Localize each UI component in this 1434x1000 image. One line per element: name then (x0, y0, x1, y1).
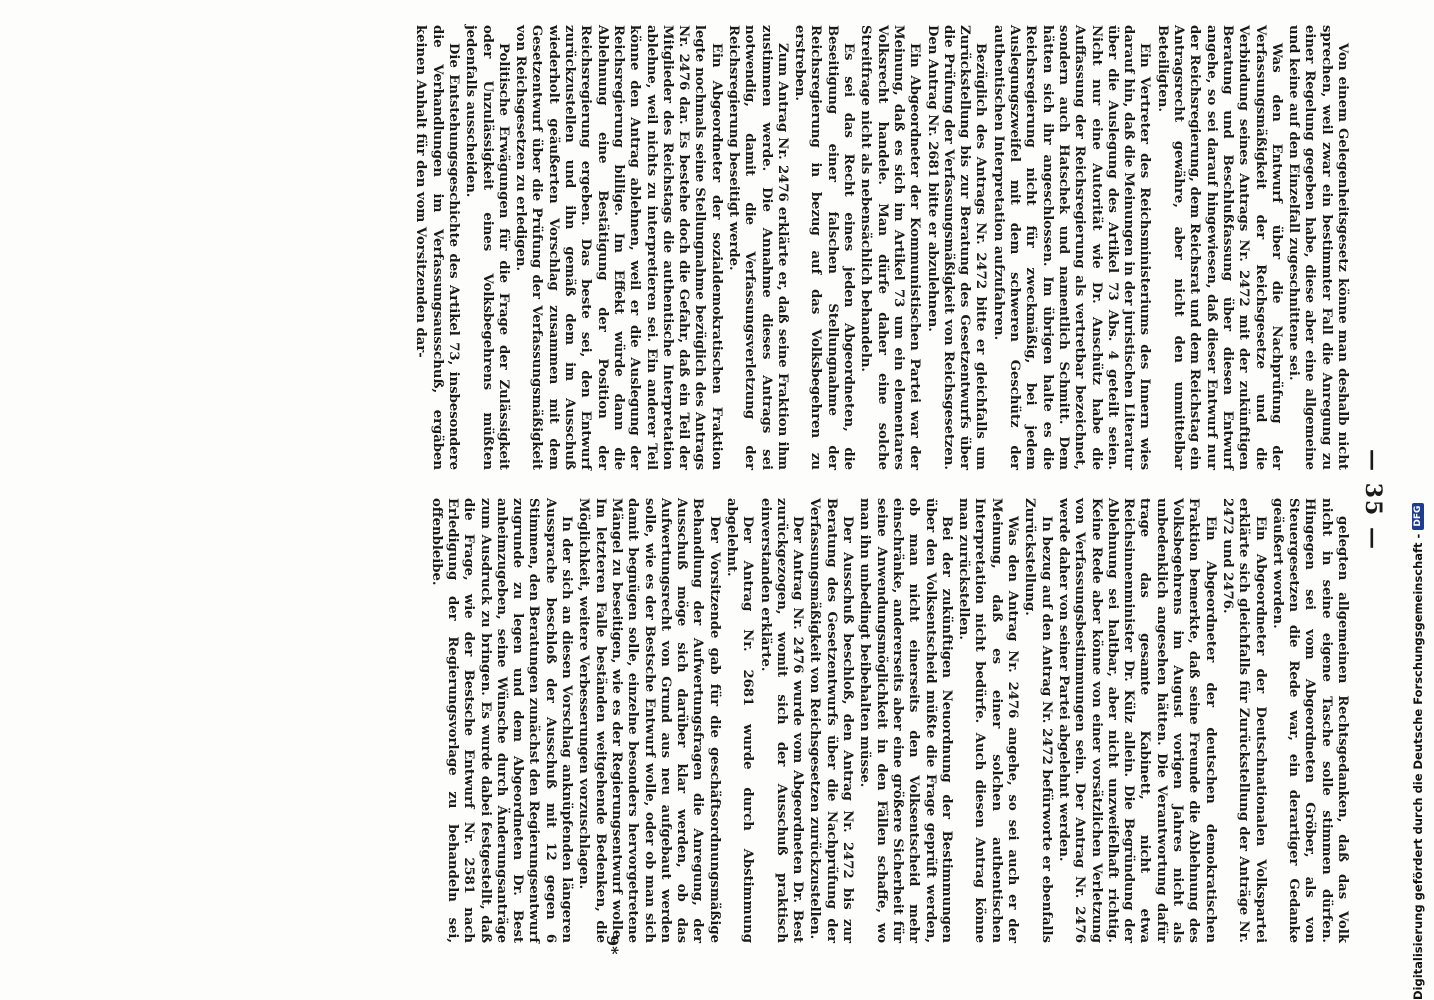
signature-mark: 9* (603, 935, 622, 955)
dfg-logo-icon: DFG (1412, 503, 1424, 530)
paragraph: Zum Antrag Nr. 2476 erklärte er, daß seine Fraktion ihm zustimmen werde. Die Annahme dieses Antrags sei notwendig, damit die Verfassungsverletzung der Reichsregierung beseitigt werde. (726, 25, 790, 470)
paragraph: Ein Abgeordneter der sozialdemokratischen Fraktion legte nochmals seine Stellungnahme bezüglich des Antrags Nr. 2476 dar. Es bestehe doch die Gefahr, daß ein Teil der Mitglieder des Reichstags die authentische Interpretation ablehne, weil nichts zu interpretieren sei. Ein anderer Teil könne den Antrag ablehnen, weil er die Auslegung der Reichsregierung billige. Im Effekt würde dann die Ablehnung eine Bestätigung der Position der Reichsregierung ergeben. Das beste sei, den Entwurf zurückzustellen und ihn gemäß dem im Ausschuß wiederholt geäußerten Vorschlag zusammen mit dem Gesetzentwurf über die Prüfung der Verfassungsmäßigkeit von Reichsgesetzen zu erledigen. (513, 25, 724, 470)
paragraph: Der Antrag Nr. 2476 wurde vom Abgeordneten Dr. Best zurückgezogen, womit sich der Ausschuß praktisch einverstanden erklärte. (757, 498, 806, 943)
paragraph: Politische Erwägungen für die Frage der Zulässigkeit oder Unzulässigkeit eines Volksbegehrens müßten jedenfalls ausscheiden. (463, 25, 511, 470)
paragraph: Ein Abgeordneter der deutschen demokratischen Fraktion bemerkte, daß seine Freunde die Ablehnung des Volksbegehrens im August vorigen Jahres nicht als unbedenklich angesehen hätten. Die Verantwortung dafür trage das gesamte Kabinett, nicht etwa Reichsinnenminister Dr. Külz allein. Die Begründung der Ablehnung sei haltbar, aber nicht unzweifelhaft richtig. Keine Rede aber könne von einer vorsätzlichen Verletzung von Verfassungsbestimmungen sein. Der Antrag Nr. 2476 werde daher von seiner Partei abgelehnt werden. (1055, 498, 1218, 943)
paragraph: Bezüglich des Antrags Nr. 2472 bitte er gleichfalls um Zurückstellung bis zur Beratung des Gesetzentwurfs über die Prüfung der Verfassungsmäßigkeit von Reichsgesetzen. Den Antrag Nr. 2681 bitte er abzulehnen. (924, 25, 989, 470)
paragraph: Es sei das Recht eines jeden Abgeordneten, die Beseitigung einer falschen Stellungnahme der Reichsregierung in bezug auf das Volksbegehren zu erstreben. (792, 25, 857, 470)
paragraph: Von einem Gelegenheitsgesetz könne man deshalb nicht sprechen, weil zwar ein bestimmter Fall die Anregung zu einer Regelung gegeben habe, diese aber eine allgemeine und keine auf den Einzelfall zugeschnittene sei. (1286, 25, 1350, 470)
page-number: — 35 — (1360, 449, 1386, 551)
paragraph: Bei der zukünftigen Neuordnung der Bestimmungen über den Volksentscheid müßte die Frage geprüft werden, ob man nicht einerseits den Volksentscheid mehr einschränke, andererseits aber eine größere Sicherheit für seine Anwendungsmöglichkeit in den Fällen schaffe, wo man ihn unbedingt beibehalten müsse. (857, 498, 954, 943)
digitization-credit (1408, 505, 1428, 1000)
digitization-credit-text: Digitalisierung gefördert durch die Deutsche Forschungsgemeinschaft - (1411, 533, 1425, 1000)
paragraph: Der Antrag Nr. 2681 wurde durch Abstimmung abgelehnt. (724, 498, 756, 943)
text-column-left (411, 25, 1350, 470)
paragraph: Die Entstehungsgeschichte des Artikel 73, insbesondere die Verhandlungen im Verfassungsausschuß, ergäben keinen Anhalt für den vom Vorsitzenden dar- (413, 25, 461, 470)
text-column-right (426, 498, 1350, 943)
paragraph: Der Ausschuß beschloß, den Antrag Nr. 2472 bis zur Beratung des Gesetzentwurfs über die Nachprüfung der Verfassungsmäßigkeit von Reichsgesetzen zurückzustellen. (807, 498, 856, 943)
paragraph: Ein Vertreter des Reichsministeriums des Innern wies darauf hin, daß die Meinungen in der juristischen Literatur über die Auslegung des Artikel 73 Abs. 4 geteilt seien. Nicht nur eine Autorität wie Dr. Anschütz habe die Auffassung der Reichsregierung als vertretbar bezeichnet, sondern auch Hatschek und namentlich Schmitt. Dem hätten sich ihr angeschlossen. Im übrigen halte es die Reichsregierung nicht für zweckmäßig, bei jedem Auslegungszweifel mit dem schweren Geschütz der authentischen Interpretation aufzufahren. (990, 25, 1153, 470)
rotated-page-content (92, 20, 1392, 980)
paragraph: In der sich an diesen Vorschlag anknüpfenden längeren Aussprache beschloß der Ausschuß mit 12 gegen 6 Stimmen, den Beratungen zunächst den Regierungsentwurf zugrunde zu legen und dem Abgeordneten Dr. Best anheimzugeben, seine Wünsche durch Änderungsanträge zum Ausdruck zu bringen. Es wurde dabei festgestellt, daß die Frage, wie der Bestsche Entwurf Nr. 2581 nach Erledigung der Regierungsvorlage zu behandeln sei, offenbleibe. (428, 498, 575, 943)
paragraph: Was den Entwurf über die Nachprüfung der Verfassungsmäßigkeit der Reichsgesetze und die Verbindung seines Antrags Nr. 2472 mit der zukünftigen Beratung und Beschlußfassung über diesen Entwurf angehe, so sei darauf hingewiesen, daß dieser Entwurf nur der Reichsregierung, dem Reichsrat und dem Reichstag ein Antragsrecht gewähre, aber nicht den unmittelbar Beteiligten. (1154, 25, 1284, 470)
paragraph: In bezug auf den Antrag Nr. 2472 befürworte er ebenfalls Zurückstellung. (1022, 498, 1054, 943)
paragraph: gelegten allgemeinen Rechtsgedanken, daß das Volk nicht in seine eigene Tasche solle stimmen dürfen. Hingegen sei vom Abgeordneten Gröber, als von Steuergesetzen die Rede war, ein derartiger Gedanke geäußert worden. (1269, 498, 1350, 943)
paragraph: Ein Abgeordneter der Deutschnationalen Volkspartei erklärte sich gleichfalls für Zurückstellung der Anträge Nr. 2472 und 2476. (1219, 498, 1268, 943)
paragraph: Der Vorsitzende gab für die geschäftsordnungsmäßige Behandlung der Aufwertungsfragen die Anregung, der Ausschuß möge sich darüber klar werden, ob das Aufwertungsrecht von Grund aus neu aufgebaut werden solle, wie es der Bestsche Entwurf wolle, oder ob man sich damit begnügen solle, einzelne besonders hervorgetretene Mängel zu beseitigen, wie es der Regierungsentwurf wolle. Im letzteren Falle beständen weitgehende Bedenken, die Möglichkeit, weitere Verbesserungen vorzuschlagen. (576, 498, 722, 943)
paragraph: Was den Antrag Nr. 2476 angehe, so sei auch er der Meinung, daß es einer solchen authentischen Interpretation nicht bedürfe. Auch diesen Antrag könne man zurückstellen. (956, 498, 1021, 943)
paragraph: Ein Abgeordneter der Kommunistischen Partei war der Meinung, daß es sich im Artikel 73 um ein elementares Volksrecht handele. Man dürfe daher eine solche Streitfrage nicht als nebensächlich behandeln. (858, 25, 923, 470)
